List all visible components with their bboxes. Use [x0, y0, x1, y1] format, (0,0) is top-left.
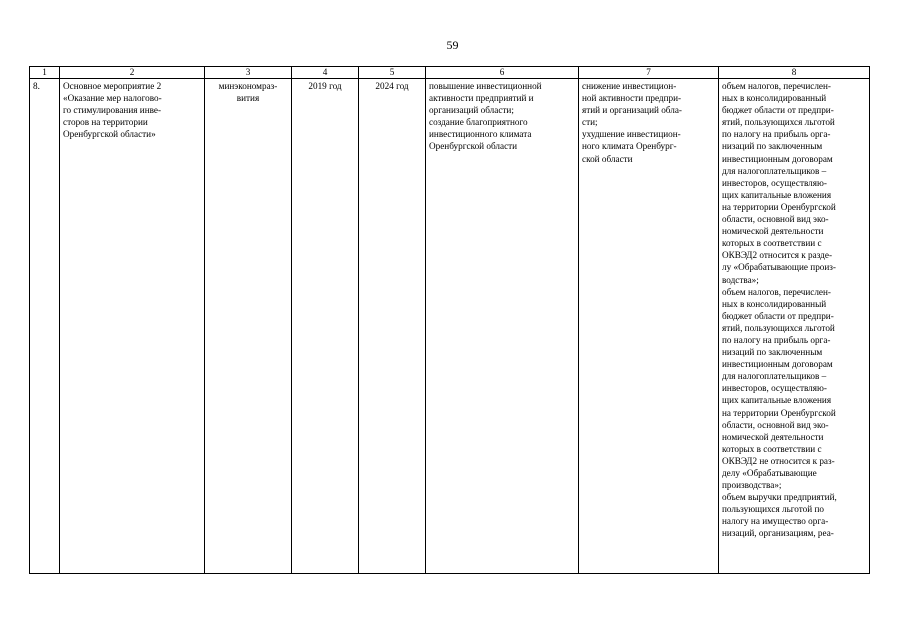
- column-header: 6: [426, 67, 579, 79]
- header-row: [30, 67, 870, 79]
- non-implementation-consequences: снижение инвестицион- ной активности предпри- ятий и организаций обла- сти; ухудшение инвестицион- ного климата Оренбург- ской области: [582, 81, 682, 164]
- expected-result: повышение инвестиционной активности предприятий и организаций области; создание благоприятного инвестиционного климата Оренбургской области: [429, 81, 542, 152]
- end-year: 2024 год: [375, 81, 409, 91]
- column-header: 3: [205, 67, 292, 79]
- row-number: 8.: [33, 81, 40, 91]
- executor-cell: [205, 79, 292, 574]
- column-header: 4: [292, 67, 359, 79]
- start-year: 2019 год: [308, 81, 342, 91]
- result-cell: [426, 79, 579, 574]
- executor-name: минэкономраз- вития: [218, 81, 278, 104]
- event-cell: [60, 79, 205, 574]
- column-header: 1: [30, 67, 60, 79]
- page-number: 59: [446, 38, 459, 52]
- program-table: [29, 66, 870, 574]
- table-row: [30, 79, 870, 574]
- indicator-text: объем налогов, перечислен- ных в консолидированный бюджет области от предпри- ятий, пользующихся льготой по налогу на прибыль орга- низаций по заключенным инвестиционным договорам для налогоплательщиков – инвесторов, осуществляю- щих капитальные вложения на территории Оренбургской области, основной вид эко- номической деятельности которых в соответствии с ОКВЭД2 относится к разде- лу «Обрабатывающие произ- водства»;: [722, 81, 836, 285]
- column-header: 7: [579, 67, 719, 79]
- row-number-cell: [30, 79, 60, 574]
- column-header: 2: [60, 67, 205, 79]
- start-cell: [292, 79, 359, 574]
- column-header: 5: [359, 67, 426, 79]
- column-header: 8: [719, 67, 870, 79]
- indicator-text: объем налогов, перечислен- ных в консолидированный бюджет области от предпри- ятий, пользующихся льготой по налогу на прибыль орга- низаций по заключенным инвестиционным договорам для налогоплательщиков – инвесторов, осуществляю- щих капитальные вложения на территории Оренбургской области, основной вид эко- номической деятельности которых в соответствии с ОКВЭД2 не относится к раз- делу «Обрабатывающие производства»;: [722, 286, 836, 491]
- indicators-cell: [719, 79, 870, 574]
- consequences-cell: [579, 79, 719, 574]
- event-name: Основное мероприятие 2 «Оказание мер налогово- го стимулирования инве- сторов на территории Оренбургской области»: [63, 81, 162, 140]
- end-cell: [359, 79, 426, 574]
- indicator-text: объем выручки предприятий, пользующихся льготой по налогу на имущество орга- низаций, организациям, реа-: [722, 492, 837, 539]
